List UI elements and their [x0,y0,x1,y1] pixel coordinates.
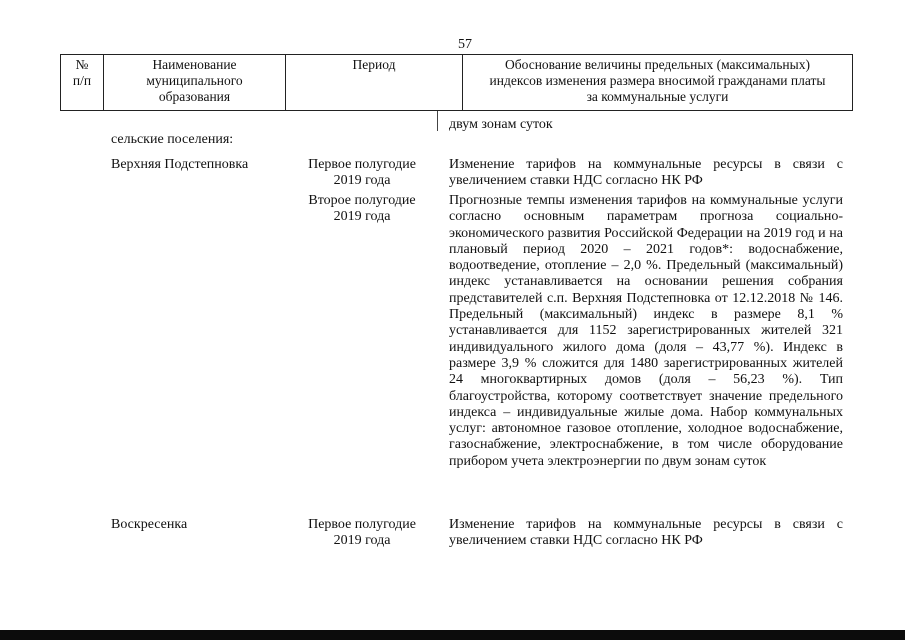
page-number: 57 [458,37,472,52]
table-header [60,54,853,111]
header-col-municipality: Наименование муниципального образования [103,55,285,110]
row-basis-text: Изменение тарифов на коммунальные ресурсы в связи с увеличением ставки НДС согласно НК РФ [449,157,843,189]
row-municipality-name: Воскресенка [111,517,188,532]
header-col-period: Период [285,55,462,110]
row-period: Второе полугодие 2019 года [308,193,416,225]
header-col-number: № п/п [72,57,92,88]
row-municipality-name: Верхняя Подстепновка [111,157,249,172]
scan-bottom-edge [0,630,905,640]
row-period: Первое полугодие 2019 года [308,157,416,189]
row-period: Первое полугодие 2019 года [308,517,416,549]
column-divider [437,111,438,131]
continued-text: двум зонам суток [449,117,553,132]
row-basis-text: Изменение тарифов на коммунальные ресурсы в связи с увеличением ставки НДС согласно НК РФ [449,517,843,549]
row-basis-text: Прогнозные темпы изменения тарифов на коммунальные услуги согласно основным параметрам прогноза социально-экономического развития Российской Федерации на 2019 год и на плановый период 2020 – 2021 годов*: водоснабжение, водоотведение, отопление – 2,0 %. Предельный (максимальный) индекс устанавливается на основании решения собрания представителей с.п. Верхняя Подстепновка от 12.12.2018 № 146. Предельный (максимальный) индекс в размере 8,1 % устанавливается для 1152 зарегистрированных жителей 321 индивидуального жилого дома (доля – 43,77 %). Индекс в размере 3,9 % сложится для 1480 зарегистрированных жителей 24 многоквартирных домов (доля – 56,23 %). Тип благоустройства, которому соответствует значение предельного индекса – индивидуальные жилые дома. Набор коммунальных услуг: автономное газовое отопление, холодное водоснабжение, газоснабжение, электроснабжение, в том числе оборудование прибором учета электроэнергии по двум зонам суток [449,193,843,469]
section-label: сельские поселения: [111,132,234,147]
header-col-basis: Обоснование величины предельных (максимальных) индексов изменения размера вносимой гражданами платы за коммунальные услуги [462,55,852,110]
